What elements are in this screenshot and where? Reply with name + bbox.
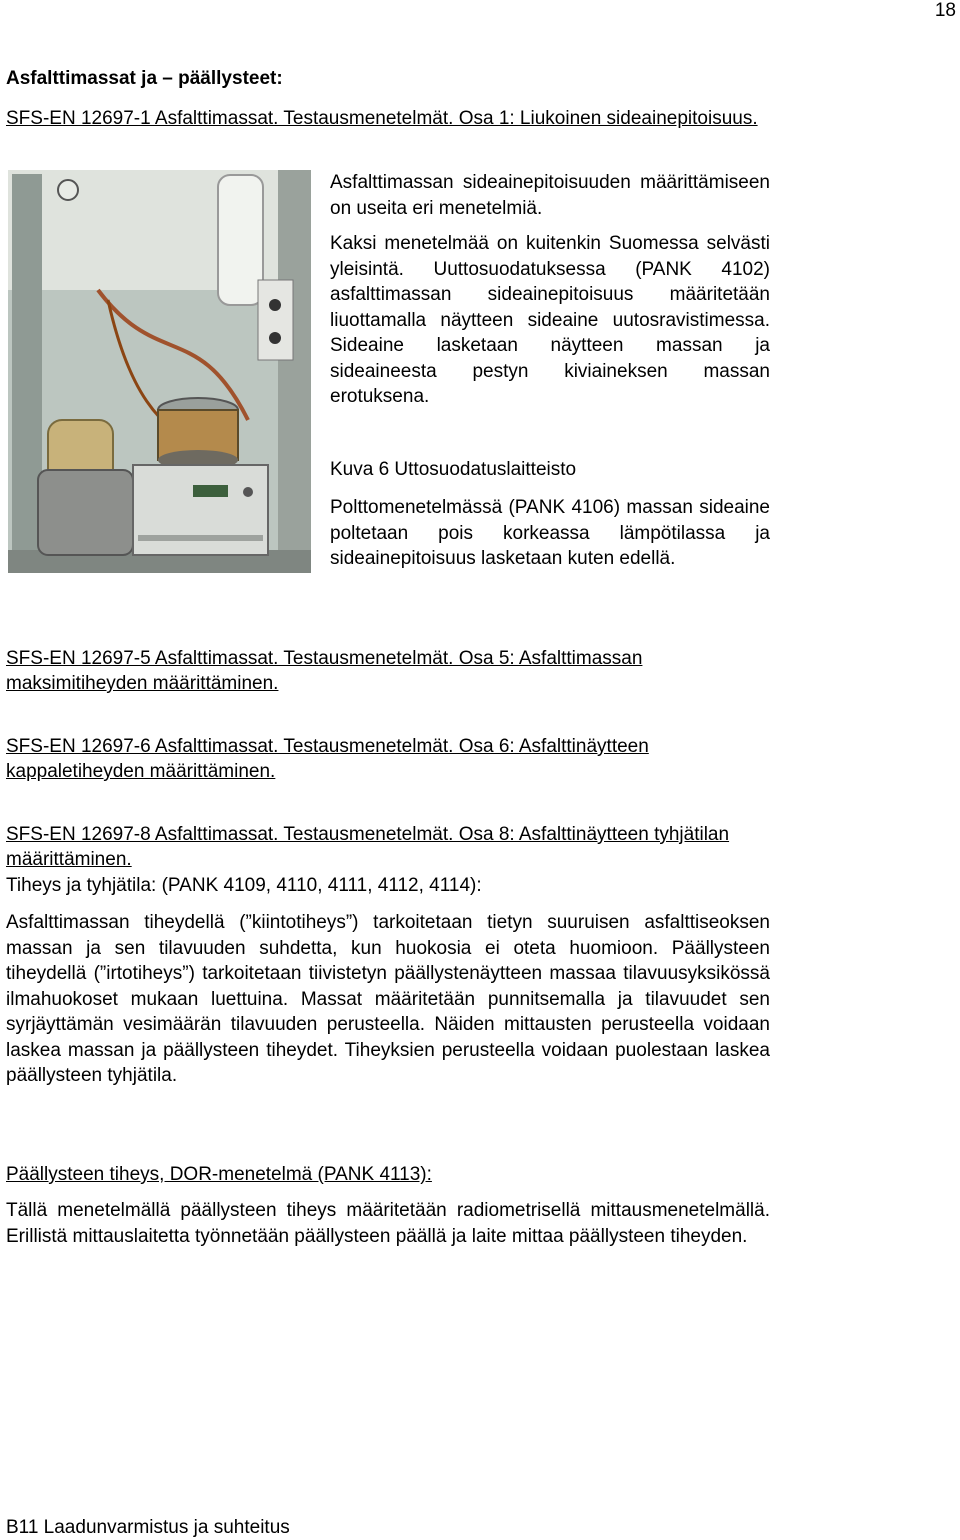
standard-title-12697-8: SFS-EN 12697-8 Asfalttimassat. Testausmenetelmät. Osa 8: Asfalttinäytteen tyhjätilan määrittäminen.	[6, 824, 730, 870]
standard-title-12697-6: SFS-EN 12697-6 Asfalttimassat. Testausmenetelmät. Osa 6: Asfalttinäytteen kappaletiheyden määrittäminen.	[6, 736, 649, 782]
photo-illustration	[8, 170, 311, 573]
binder-paragraph-2: Kaksi menetelmää on kuitenkin Suomessa selvästi yleisintä. Uuttosuodatuksessa (PANK 4102) asfalttimassan sideainepitoisuus määritetään liuottamalla näytteen sideaine uutosravistimessa. Sideaine lasketaan näytteen massan ja sideaineesta pestyn kiviaineksen massan erotuksena.	[330, 233, 770, 407]
section-heading: Asfalttimassat ja – päällysteet:	[6, 68, 283, 89]
dor-heading: Päällysteen tiheys, DOR-menetelmä (PANK 4113):	[6, 1164, 432, 1185]
binder-paragraph-3: Polttomenetelmässä (PANK 4106) massan sideaine poltetaan pois korkeassa lämpötilassa ja sideainepitoisuus lasketaan kuten edellä.	[330, 497, 770, 569]
page-number: 18	[934, 0, 956, 21]
binder-paragraph-1: Asfalttimassan sideainepitoisuuden määrittämiseen on useita eri menetelmiä.	[330, 172, 770, 219]
figure-caption: Kuva 6 Uttosuodatuslaitteisto	[330, 459, 577, 480]
standard-title-12697-5: SFS-EN 12697-5 Asfalttimassat. Testausmenetelmät. Osa 5: Asfalttimassan maksimitiheyden määrittäminen.	[6, 648, 643, 694]
dor-paragraph: Tällä menetelmällä päällysteen tiheys määritetään radiometrisellä mittausmenetelmällä. Erillistä mittauslaitetta työnnetään päällysteen päällä ja laite mittaa päällysteen tiheyden.	[6, 1200, 770, 1247]
standard-title-12697-1: SFS-EN 12697-1 Asfalttimassat. Testausmenetelmät. Osa 1: Liukoinen sideainepitoisuus.	[6, 108, 758, 129]
density-label: Tiheys ja tyhjätila: (PANK 4109, 4110, 4111, 4112, 4114):	[6, 875, 482, 896]
density-paragraph: Asfalttimassan tiheydellä (”kiintotiheys”) tarkoitetaan tietyn suuruisen asfalttiseoksen massan ja sen tilavuuden suhdetta, kun huokosia ei oteta huomioon. Päällysteen tiheydellä (”irtotiheys”) tarkoitetaan tiivistetyn päällystenäytteen massaa tilavuusyksikössä ilmahuokoset mukaan luettuina. Massat määritetään punnitsemalla ja tilavuudet sen syrjäyttämän vesimäärän tilavuuden perusteella. Näiden mittausten perusteella voidaan laskea massan ja päällysteen tiheydet. Tiheyksien perusteella voidaan puolestaan laskea päällysteen tyhjätila.	[6, 912, 770, 1086]
page-footer: B11 Laadunvarmistus ja suhteitus	[6, 1517, 290, 1538]
extraction-apparatus-photo	[8, 170, 311, 573]
